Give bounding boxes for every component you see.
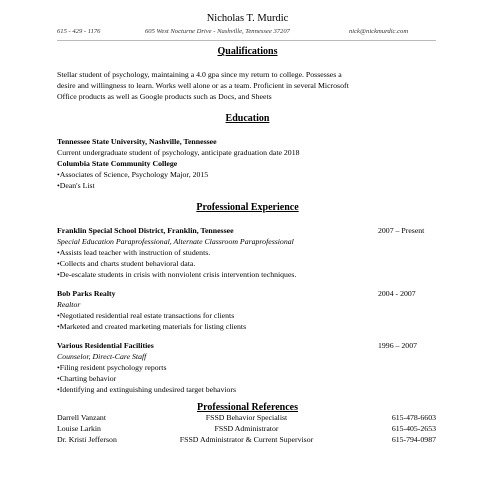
reference-phone: 615-794-0987 xyxy=(391,435,436,444)
reference-name: Louise Larkin xyxy=(57,424,101,433)
reference-role: FSSD Administrator & Current Supervisor xyxy=(179,435,314,444)
job-dates: 2007 – Present xyxy=(378,226,425,235)
reference-name: Dr. Kristi Jefferson xyxy=(57,435,117,444)
job-bullet: •De-escalate students in crisis with nonviolent crisis intervention techniques. xyxy=(57,270,297,279)
job-bullet: •Filing resident psychology reports xyxy=(57,363,167,372)
qualifications-line: Office products as well as Google products such as Docs, and Sheets xyxy=(57,92,272,101)
reference-row xyxy=(57,413,436,424)
job-bullet: •Identifying and extinguishing undesired target behaviors xyxy=(57,385,237,394)
reference-phone: 615-405-2653 xyxy=(391,424,436,433)
references-heading: Professional References xyxy=(197,402,298,413)
education-heading: Education xyxy=(225,113,270,124)
reference-role: FSSD Behavior Specialist xyxy=(205,413,288,422)
education-school: Tennessee State University, Nashville, Tennessee xyxy=(57,137,217,146)
job-role: Special Education Paraprofessional, Alternate Classroom Paraprofessional xyxy=(57,237,294,246)
job-employer: Franklin Special School District, Franklin, Tennessee xyxy=(57,226,234,235)
education-detail: Current undergraduate student of psychology, anticipate graduation date 2018 xyxy=(57,148,300,157)
experience-heading: Professional Experience xyxy=(196,202,299,213)
job-bullet: •Collects and charts student behavioral data. xyxy=(57,259,196,268)
reference-row xyxy=(57,424,436,435)
contact-phone: 615 - 429 - 1176 xyxy=(57,28,101,35)
job-bullet: •Negotiated residential real estate transactions for clients xyxy=(57,311,235,320)
job-employer: Bob Parks Realty xyxy=(57,289,116,298)
contact-address: 605 West Nocturne Drive - Nashville, Tennessee 37207 xyxy=(145,28,290,35)
job-bullet: •Marketed and created marketing materials for listing clients xyxy=(57,322,247,331)
education-item: •Dean's List xyxy=(57,181,95,190)
job-dates: 1996 – 2007 xyxy=(378,341,417,350)
resume-name: Nicholas T. Murdic xyxy=(206,13,289,24)
qualifications-line: desire and willingness to learn. Works well alone or as a team. Proficient in several Microsoft xyxy=(57,81,349,90)
qualifications-line: Stellar student of psychology, maintaining a 4.0 gpa since my return to college. Possesses a xyxy=(57,70,342,79)
job-bullet: •Charting behavior xyxy=(57,374,117,383)
contact-email: nick@nickmurdic.com xyxy=(349,28,409,35)
education-school: Columbia State Community College xyxy=(57,159,178,168)
job-role: Counselor, Direct-Care Staff xyxy=(57,352,147,361)
education-item: •Associates of Science, Psychology Major, 2015 xyxy=(57,170,209,179)
reference-name: Darrell Vanzant xyxy=(57,413,106,422)
reference-phone: 615-478-6603 xyxy=(391,413,436,422)
qualifications-heading: Qualifications xyxy=(217,46,278,57)
reference-row xyxy=(57,435,436,446)
job-employer: Various Residential Facilities xyxy=(57,341,154,350)
job-dates: 2004 - 2007 xyxy=(378,289,416,298)
job-bullet: •Assists lead teacher with instruction of students. xyxy=(57,248,211,257)
reference-role: FSSD Administrator xyxy=(214,424,279,433)
job-role: Realtor xyxy=(57,300,81,309)
header-divider xyxy=(57,40,436,41)
